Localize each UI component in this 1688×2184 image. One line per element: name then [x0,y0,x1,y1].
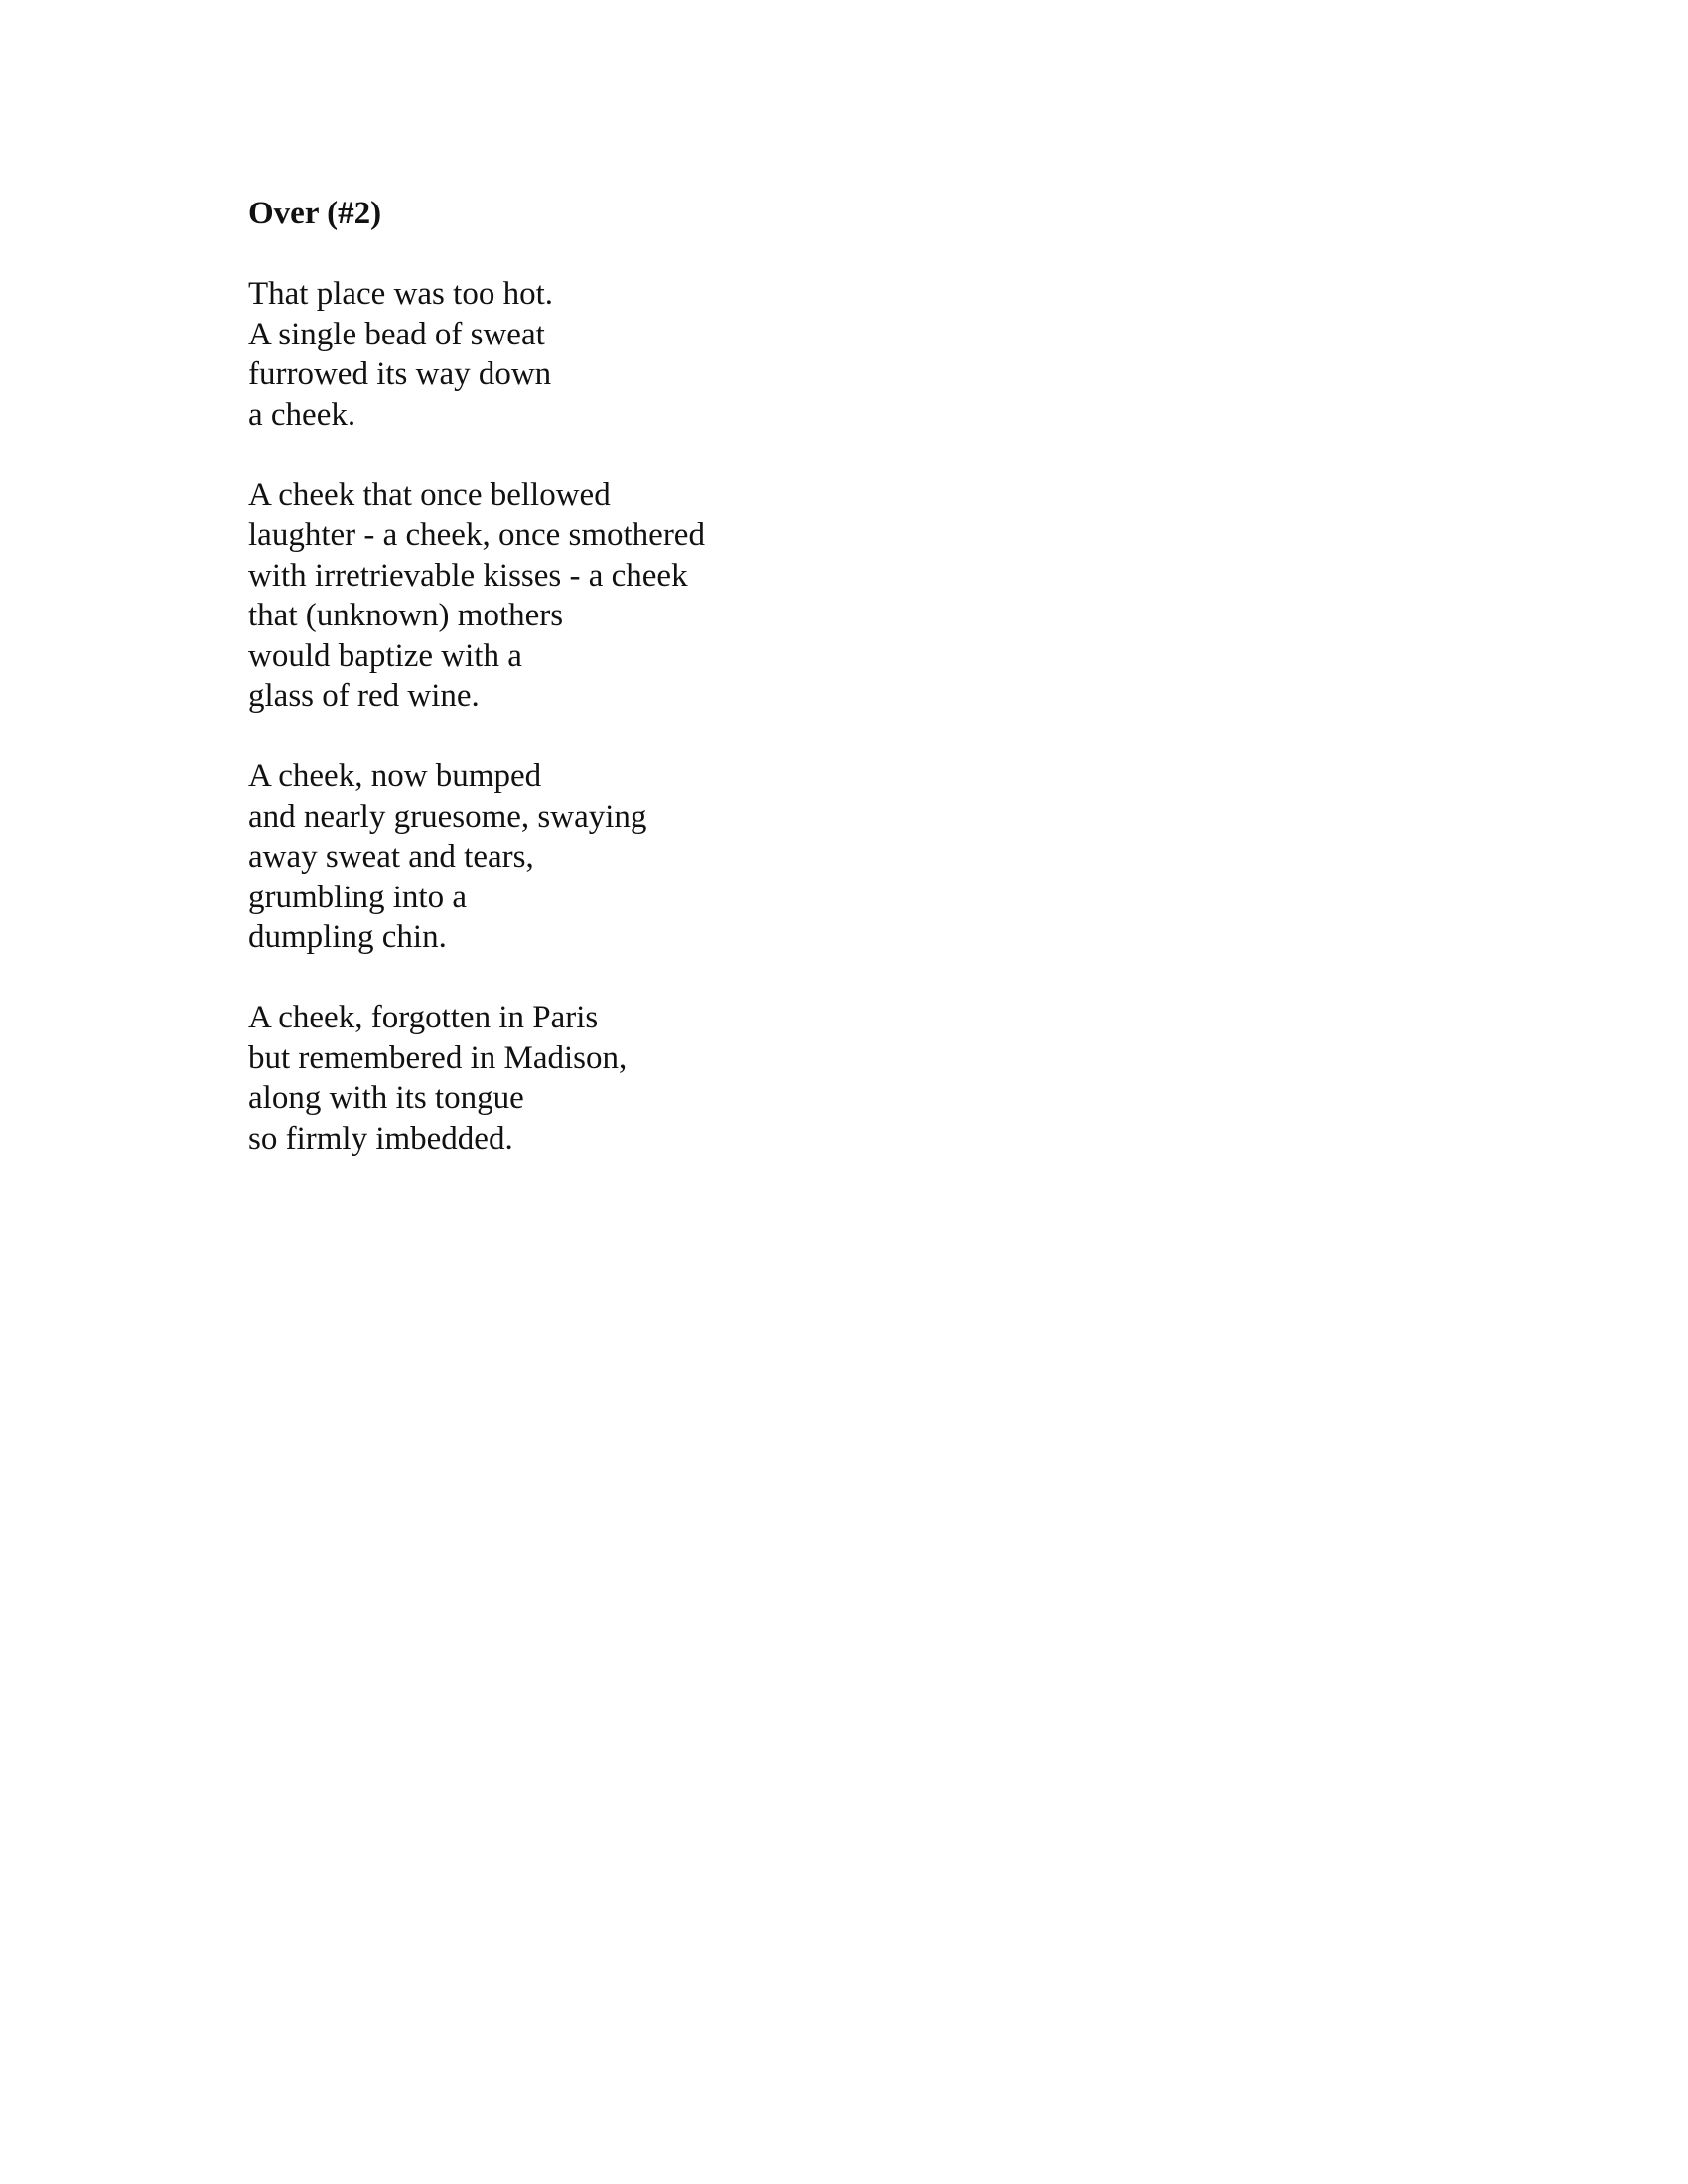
poem-line: so firmly imbedded. [248,1120,513,1157]
poem-line: a cheek. [248,396,356,433]
poem-line: would baptize with a [248,637,522,674]
poem-line: A single bead of sweat [248,316,545,352]
poem-line: grumbling into a [248,879,467,915]
poem-line: A cheek, now bumped [248,758,542,794]
stanza-2 [248,476,1440,717]
poem-line: furrowed its way down [248,356,552,392]
poem-line: A cheek, forgotten in Paris [248,1000,599,1035]
poem-line: and nearly gruesome, swaying [248,798,647,835]
poem-line: but remembered in Madison, [248,1039,628,1076]
poem-title: Over (#2) [248,196,382,231]
poem-line: along with its tongue [248,1080,524,1116]
poem-line: laughter - a cheek, once smothered [248,517,705,553]
poem [248,194,1440,1199]
stanza-4 [248,998,1440,1159]
poem-line: dumpling chin. [248,919,447,955]
poem-line: that (unknown) mothers [248,598,564,633]
poem-line: A cheek that once bellowed [248,477,611,513]
poem-line: glass of red wine. [248,678,480,714]
poem-line: away sweat and tears, [248,839,534,875]
stanza-3 [248,756,1440,958]
poem-line: with irretrievable kisses - a cheek [248,557,688,594]
poem-line: That place was too hot. [248,276,553,312]
stanza-1 [248,274,1440,435]
